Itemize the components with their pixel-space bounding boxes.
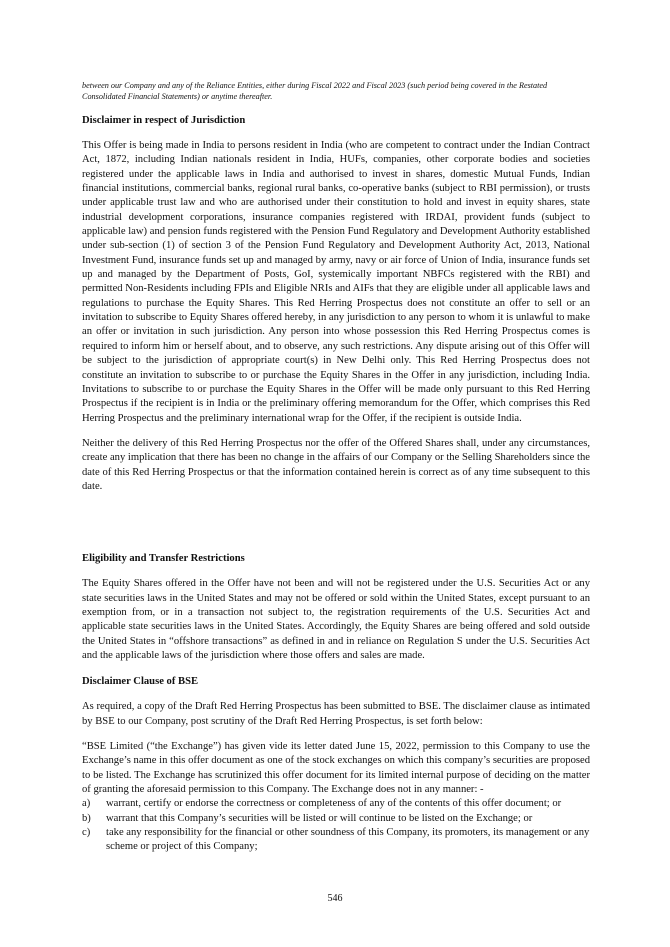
list-item [82, 826, 590, 855]
list-text: take any responsibility for the financial or other soundness of this Company, its promoters, its management or any scheme or project of this Company; [106, 827, 590, 853]
section-heading-eligibility: Eligibility and Transfer Restrictions [82, 553, 245, 565]
list-marker: c) [82, 827, 91, 839]
paragraph-jurisdiction-offer: This Offer is being made in India to persons resident in India (who are competent to contract under the Indian Contract Act, 1872, including Indian nationals resident in India, HUFs, companies, other corporate bodies and societies registered under the applicable laws in India and authorised to invest in shares, domestic Mutual Funds, Indian financial institutions, commercial banks, regional rural banks, co-operative banks (subject to RBI permission), or trusts under applicable trust law and who are authorised under their constitution to hold and invest in equity shares, state industrial development corporations, insurance companies registered with IRDAI, provident funds (subject to applicable law) and pension funds registered with the Pension Fund Regulatory and Development Authority established under sub-section (1) of section 3 of the Pension Fund Regulatory and Development Authority Act, 2013, National Investment Fund, insurance funds set up and managed by army, navy or air force of Union of India, insurance funds set up and managed by the Department of Posts, GoI, systemically important NBFCs registered with the RBI) and permitted Non-Residents including FPIs and Eligible NRIs and AIFs that they are eligible under all applicable laws and regulations to purchase the Equity Shares. This Red Herring Prospectus does not constitute an offer to sell or an invitation to subscribe to Equity Shares offered hereby, in any jurisdiction to any person to whom it is unlawful to make an offer or invitation in such jurisdiction. Any person into whose possession this Red Herring Prospectus comes is required to inform him or herself about, and to observe, any such restrictions. Any dispute arising out of this Offer will be subject to the jurisdiction of appropriate court(s) in New Delhi only. This Red Herring Prospectus does not constitute an invitation to subscribe to or purchase the Equity Shares in the Offer in any jurisdiction, including India. Invitations to subscribe to or purchase the Equity Shares in the Offer will be made only pursuant to this Red Herring Prospectus if the recipient is in India or the preliminary offering memorandum for the Offer, which comprises this Red Herring Prospectus and the preliminary international wrap for the Offer, if the recipient is outside India. [82, 140, 590, 424]
carryover-note: between our Company and any of the Reliance Entities, either during Fiscal 2022 and Fiscal 2023 (such period being covered in the Restated Consolidated Financial Statements) or anytime thereafter. [82, 81, 548, 101]
list-item [82, 797, 590, 811]
section-heading-bse-disclaimer: Disclaimer Clause of BSE [82, 676, 199, 688]
list-text: warrant, certify or endorse the correctness or completeness of any of the contents of this offer document; or [106, 798, 562, 810]
document-page [82, 80, 590, 855]
list-marker: a) [82, 798, 91, 810]
list-item [82, 812, 590, 826]
paragraph-bse-quote: “BSE Limited (“the Exchange”) has given vide its letter dated June 15, 2022, permission to this Company to use the Exchange’s name in this offer document as one of the stock exchanges on which this company’s securities are proposed to be listed. The Exchange has scrutinized this offer document for its limited internal purpose of deciding on the matter of granting the aforesaid permission to this Company. The Exchange does not in any manner: - [82, 741, 590, 796]
paragraph-bse-intro: As required, a copy of the Draft Red Herring Prospectus has been submitted to BSE. The disclaimer clause as intimated by BSE to our Company, post scrutiny of the Draft Red Herring Prospectus, is set forth below: [82, 701, 590, 727]
list-marker: b) [82, 812, 91, 824]
page-number: 546 [327, 893, 343, 904]
list-text: warrant that this Company’s securities will be listed or will continue to be listed on the Exchange; or [106, 812, 533, 824]
paragraph-eligibility: The Equity Shares offered in the Offer have not been and will not be registered under the U.S. Securities Act or any state securities laws in the United States and may not be offered or sold within the United States, except pursuant to an exemption from, or in a transaction not subject to, the registration requirements of the U.S. Securities Act and applicable state securities laws in the United States. Accordingly, the Equity Shares are being offered and sold outside the United States in “offshore transactions” as defined in and in reliance on Regulation S under the U.S. Securities Act and the applicable laws of the jurisdiction where those offers and sales are made. [82, 578, 590, 661]
paragraph-jurisdiction-delivery: Neither the delivery of this Red Herring Prospectus nor the offer of the Offered Shares shall, under any circumstances, create any implication that there has been no change in the affairs of our Company or the Selling Shareholders since the date of this Red Herring Prospectus or that the information contained herein is correct as of any time subsequent to this date. [82, 437, 590, 492]
section-heading-jurisdiction: Disclaimer in respect of Jurisdiction [82, 115, 246, 126]
bse-disclaimer-list [82, 797, 590, 854]
